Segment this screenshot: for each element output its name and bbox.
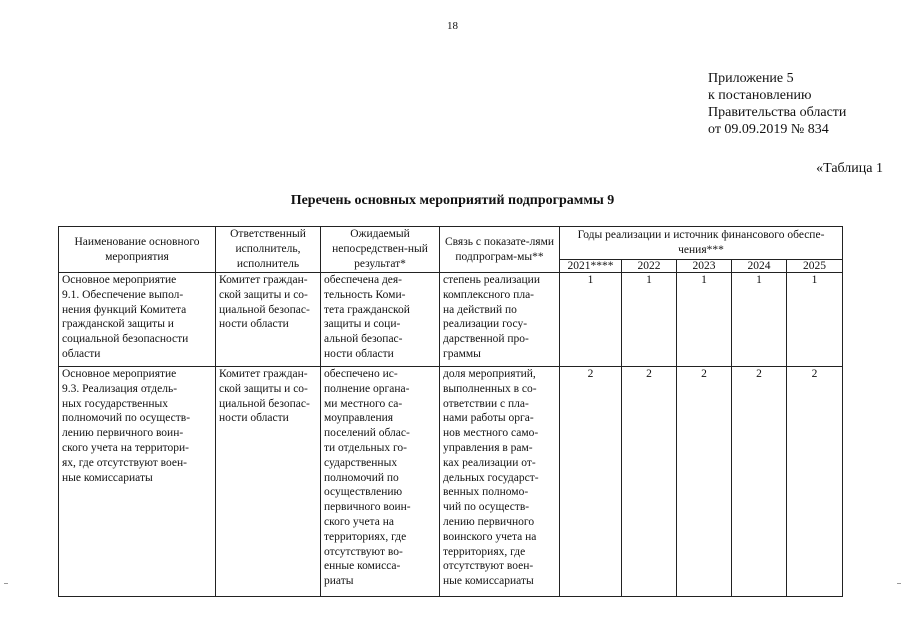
appendix-line-1: Приложение 5: [708, 71, 794, 86]
scan-edge-mark: [897, 583, 901, 584]
cell-result: обеспечено ис- полнение органа- ми местного са- моуправления поселений облас- ти отдельных го- сударственных полномочий по осуществлению первичного воин- ского учета на территориях, где отсутствуют во- енные комисса- риаты: [321, 367, 440, 597]
cell-executor: Комитет граждан- ской защиты и со- циальной безопас- ности области: [216, 367, 321, 597]
cell-value: 2: [622, 367, 677, 597]
cell-value: 2: [560, 367, 622, 597]
cell-result: обеспечена дея- тельность Коми- тета гражданской защиты и соци- альной безопас- ности области: [321, 273, 440, 367]
cell-name: Основное мероприятие 9.1. Обеспечение выпол- нения функций Комитета гражданской защиты и социальной безопасности области: [59, 273, 216, 367]
cell-link: доля мероприятий, выполненных в со- ответствии с пла- нами работы орга- нов местного само- управления в рам- ках реализации от- дельных государст- венных полномо- чий по осуществ- лению первичного воинского учета на территориях, где отсутствуют воен- ные комиссариаты: [440, 367, 560, 597]
table-row: [59, 367, 843, 597]
header-year: 2022: [622, 260, 677, 273]
header-name: Наименование основного мероприятия: [59, 227, 216, 273]
cell-value: 1: [677, 273, 732, 367]
appendix-line-2: к постановлению: [708, 88, 812, 103]
header-executor: Ответственный исполнитель, исполнитель: [216, 227, 321, 273]
cell-value: 1: [787, 273, 843, 367]
cell-value: 1: [732, 273, 787, 367]
table-caption: «Таблица 1: [816, 161, 883, 176]
table-row: [59, 273, 843, 367]
header-year: 2021****: [560, 260, 622, 273]
measures-table: [58, 226, 843, 597]
cell-value: 2: [732, 367, 787, 597]
appendix-line-3: Правительства области: [708, 105, 847, 120]
header-year: 2023: [677, 260, 732, 273]
cell-value: 2: [677, 367, 732, 597]
header-year: 2025: [787, 260, 843, 273]
cell-executor: Комитет граждан- ской защиты и со- циальной безопас- ности области: [216, 273, 321, 367]
header-year: 2024: [732, 260, 787, 273]
header-link: Связь с показате-лями подпрограм-мы**: [440, 227, 560, 273]
cell-link: степень реализации комплексного пла- на действий по реализации госу- дарственной про- граммы: [440, 273, 560, 367]
document-title: Перечень основных мероприятий подпрограммы 9: [290, 193, 615, 208]
header-years-group: Годы реализации и источник финансового обеспе-чения***: [560, 227, 843, 260]
cell-value: 1: [622, 273, 677, 367]
scan-edge-mark: [4, 583, 8, 584]
cell-value: 1: [560, 273, 622, 367]
appendix-block: [708, 70, 846, 138]
cell-value: 2: [787, 367, 843, 597]
cell-name: Основное мероприятие 9.3. Реализация отдель- ных государственных полномочий по осуществ- лению первичного воин- ского учета на территори- ях, где отсутствуют воен- ные комиссариаты: [59, 367, 216, 597]
appendix-line-4: от 09.09.2019 № 834: [708, 122, 829, 137]
header-result: Ожидаемый непосредствен-ный результат*: [321, 227, 440, 273]
page-number: 18: [447, 20, 458, 32]
